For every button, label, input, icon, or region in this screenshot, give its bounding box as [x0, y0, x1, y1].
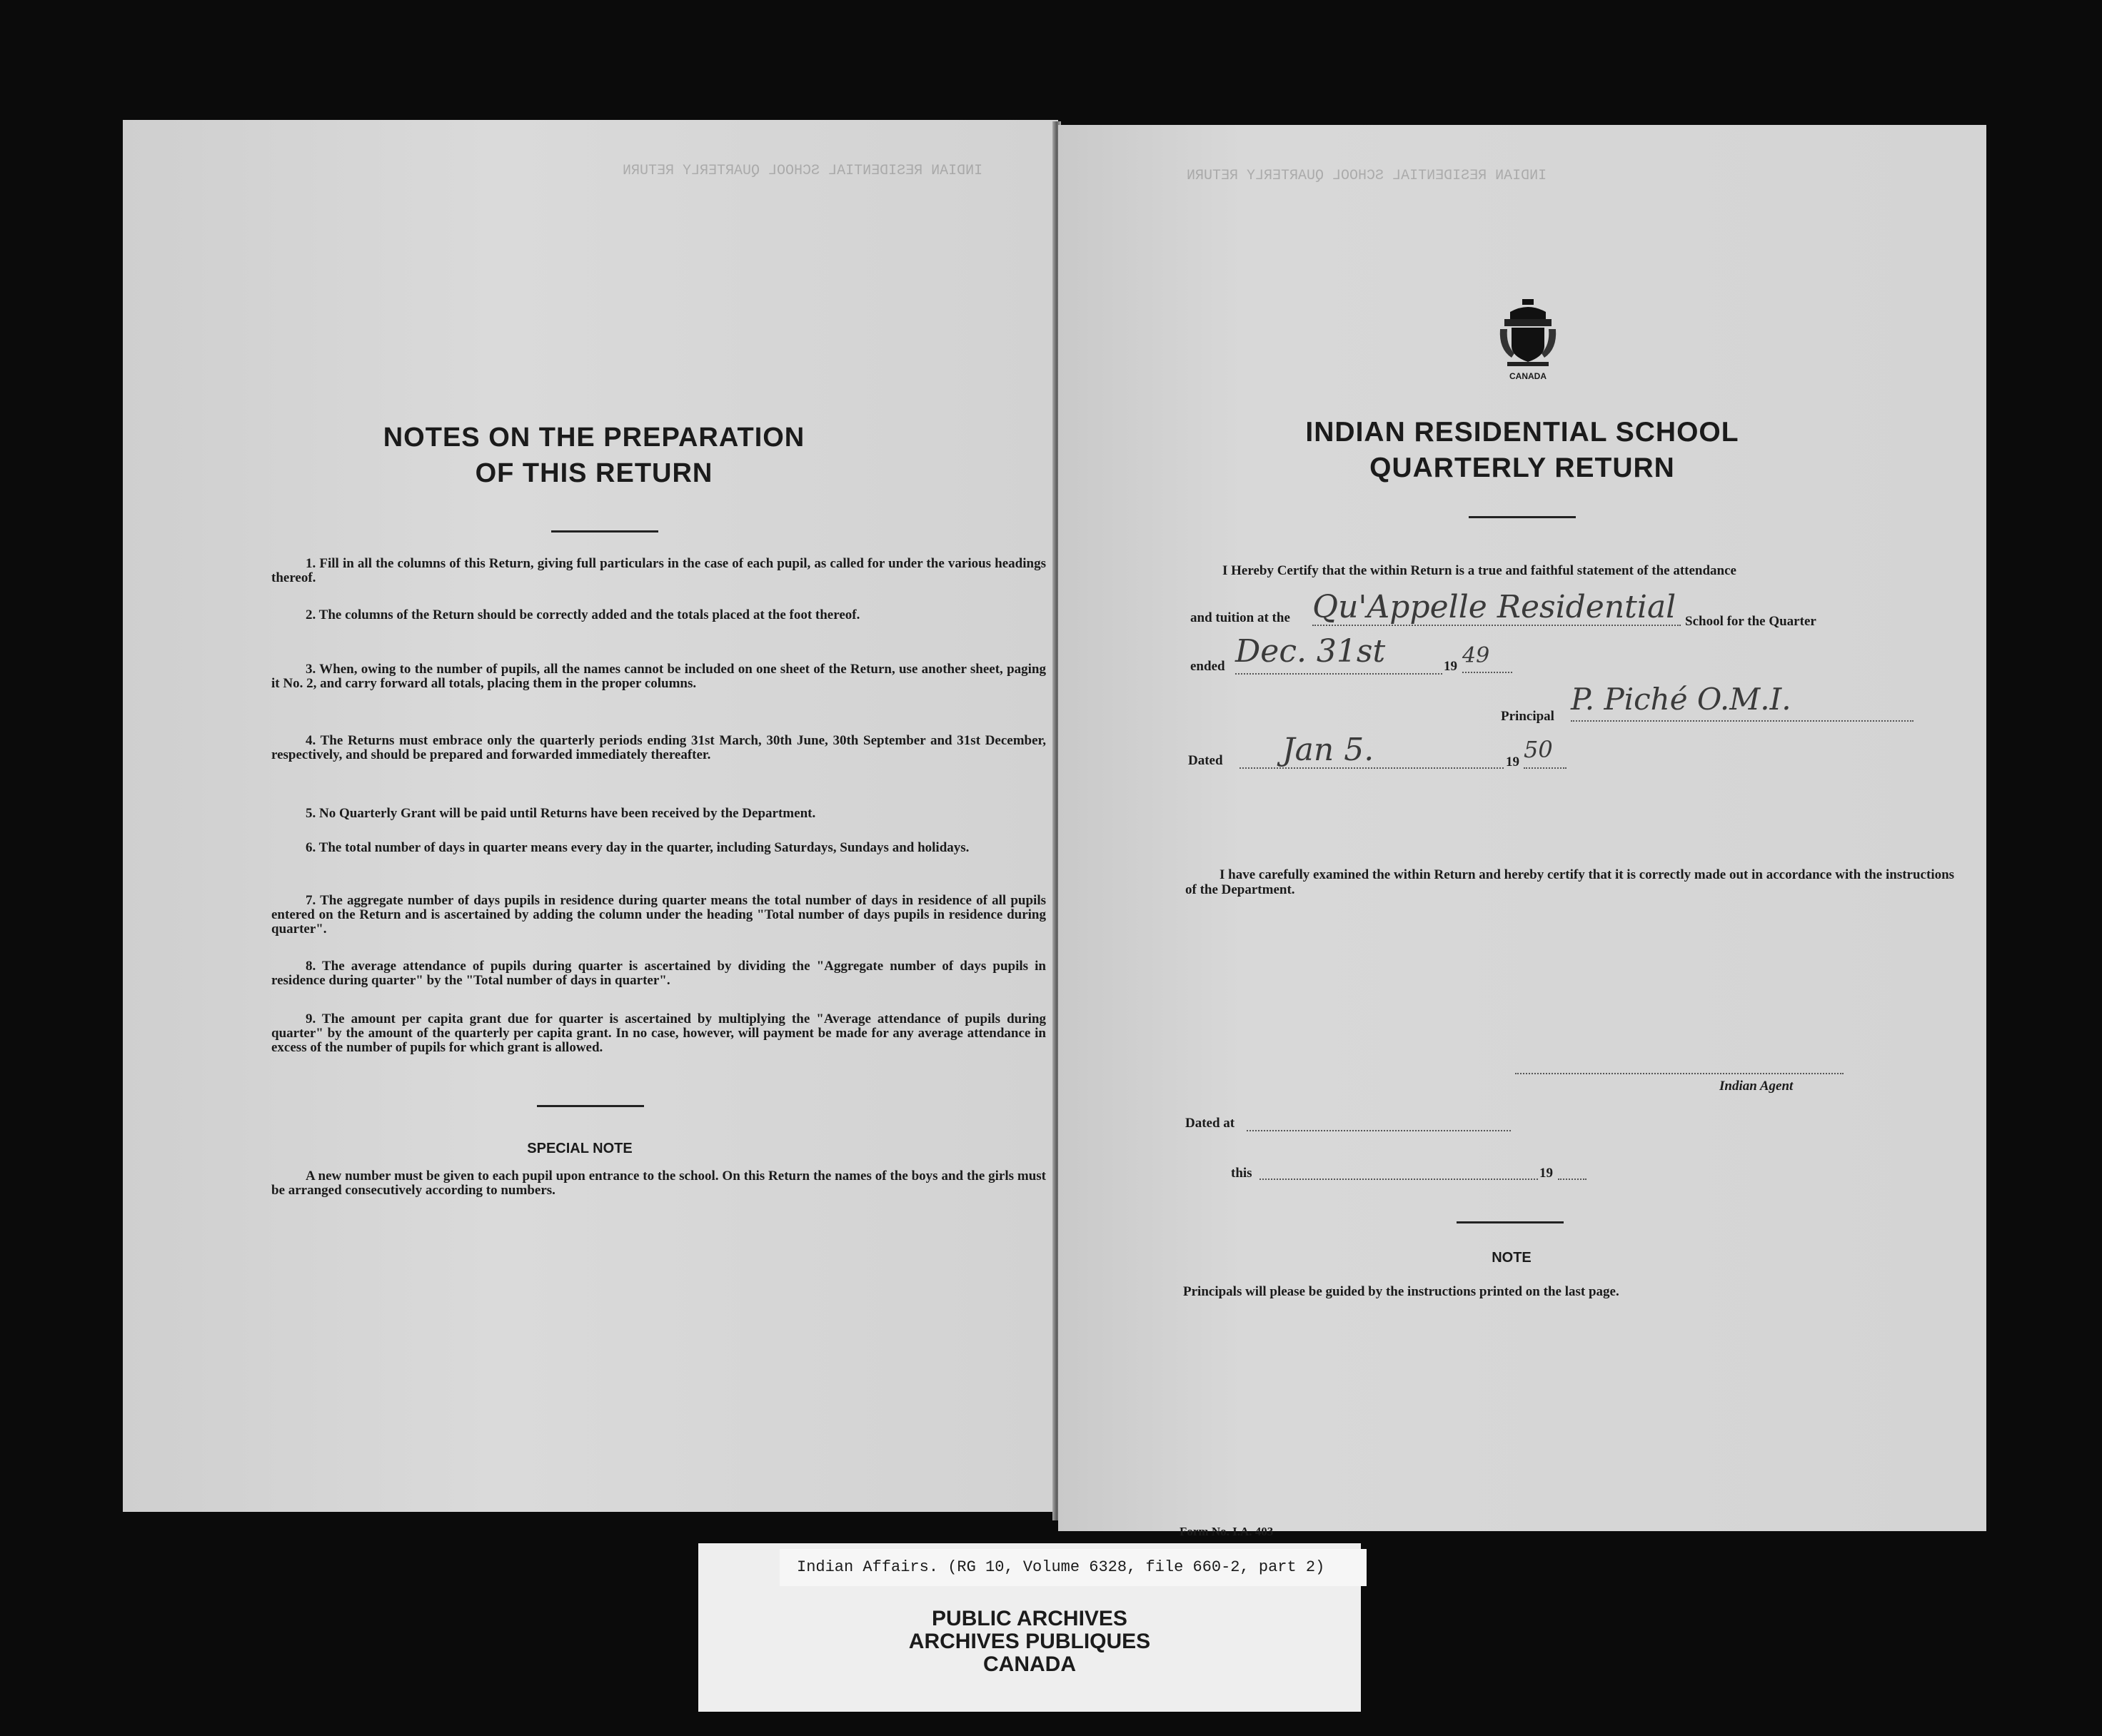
year-field-2	[1524, 736, 1567, 769]
dated-handwriting: Jan 5.	[1282, 732, 1374, 768]
dated-label: Dated	[1188, 753, 1223, 768]
this-line	[1259, 1179, 1538, 1180]
note-5: 5. No Quarterly Grant will be paid until Returns have been received by the Department.	[306, 806, 816, 821]
note-7: 7. The aggregate number of days pupils in residence during quarter means the total number of days in residence of all pupils entered on the Return and is ascertained by adding the column under the heading "Total number of days pupils in residence during quarter".	[271, 893, 1046, 937]
note-heading: NOTE	[1492, 1250, 1532, 1266]
tuition-prefix: and tuition at the	[1190, 610, 1290, 625]
tuition-suffix: School for the Quarter	[1685, 614, 1816, 629]
special-rule	[537, 1105, 644, 1107]
year-line-3	[1558, 1179, 1586, 1180]
year-prefix-1: 19	[1444, 659, 1457, 674]
left-page	[123, 120, 1058, 1512]
return-title-rule	[1469, 516, 1576, 518]
title-rule	[551, 530, 658, 533]
principal-signature: P. Piché O.M.I.	[1571, 682, 1791, 717]
certify-text: I Hereby Certify that the within Return is a true and faithful statement of the attendance	[1222, 563, 1736, 578]
archive-line2: ARCHIVES PUBLIQUES	[908, 1630, 1151, 1653]
note-8: 8. The average attendance of pupils during quarter is ascertained by dividing the "Aggregate number of days pupils in residence during quarter" by the "Total number of days in quarter".	[271, 959, 1046, 988]
special-note-text: A new number must be given to each pupil upon entrance to the school. On this Return the names of the boys and the girls must be arranged consecutively according to numbers.	[271, 1169, 1046, 1198]
year-prefix-3: 19	[1539, 1166, 1553, 1181]
this-label: this	[1231, 1166, 1252, 1181]
dated-field	[1239, 732, 1504, 769]
year-handwriting-2: 50	[1524, 736, 1553, 763]
archive-line3: CANADA	[983, 1652, 1076, 1676]
note-6: 6. The total number of days in quarter means every day in the quarter, including Saturdays, Sundays and holidays.	[306, 840, 970, 855]
note-rule	[1457, 1221, 1564, 1223]
school-name-field	[1312, 589, 1681, 626]
year-handwriting-1: 49	[1462, 643, 1490, 668]
dated-at-label: Dated at	[1185, 1116, 1235, 1131]
return-title	[1187, 415, 1858, 486]
notes-title	[337, 420, 851, 491]
examined-text: I have carefully examined the within Return and hereby certify that it is correctly made out in accordance with the instructions of the Department.	[1185, 867, 1955, 897]
principal-label: Principal	[1501, 709, 1554, 724]
coat-of-arms	[1497, 296, 1559, 381]
crest-label: CANADA	[1509, 371, 1547, 381]
right-page	[1058, 125, 1986, 1538]
year-field-1	[1462, 643, 1512, 673]
dated-at-line	[1247, 1130, 1511, 1131]
ended-label: ended	[1190, 659, 1225, 674]
school-name-handwriting: Qu'Appelle Residential	[1312, 589, 1676, 625]
form-number: Form No. I.A. 403	[1180, 1525, 1274, 1538]
year-prefix-2: 19	[1506, 755, 1519, 769]
bleed-through-text: INDIAN RESIDENTIAL SCHOOL QUARTERLY RETURN	[623, 163, 983, 179]
notes-title-line1: NOTES ON THE PREPARATION	[383, 423, 805, 453]
note-4: 4. The Returns must embrace only the quarterly periods ending 31st March, 30th June, 30th September and 31st December, respectively, and should be prepared and forwarded immediately thereafter.	[271, 733, 1046, 762]
archive-line1: PUBLIC ARCHIVES	[932, 1607, 1127, 1630]
notes-title-line2: OF THIS RETURN	[475, 458, 713, 488]
note-3: 3. When, owing to the number of pupils, all the names cannot be included on one sheet of the Return, use another sheet, paging it No. 2, and carry forward all totals, placing them in the proper columns.	[271, 662, 1046, 691]
bleed-through-text-right: INDIAN RESIDENTIAL SCHOOL QUARTERLY RETURN	[1187, 168, 1547, 184]
note-1: 1. Fill in all the columns of this Return, giving full particulars in the case of each pupil, as called for under the various headings thereof.	[271, 556, 1046, 585]
principal-signature-field	[1571, 682, 1914, 722]
archive-reference-strip: Indian Affairs. (RG 10, Volume 6328, file 660-2, part 2)	[780, 1549, 1367, 1586]
archive-stamp	[698, 1608, 1361, 1676]
crest-icon	[1497, 296, 1559, 368]
ended-date-handwriting: Dec. 31st	[1235, 633, 1386, 670]
return-title-line2: QUARTERLY RETURN	[1369, 453, 1675, 483]
special-note-heading: SPECIAL NOTE	[527, 1141, 633, 1156]
return-title-line1: INDIAN RESIDENTIAL SCHOOL	[1305, 417, 1739, 448]
ended-date-field	[1235, 633, 1442, 675]
note-2: 2. The columns of the Return should be correctly added and the totals placed at the foot thereof.	[306, 607, 860, 622]
agent-signature-line	[1515, 1073, 1844, 1074]
note-text: Principals will please be guided by the instructions printed on the last page.	[1183, 1284, 1619, 1299]
agent-label: Indian Agent	[1719, 1079, 1794, 1094]
note-9: 9. The amount per capita grant due for quarter is ascertained by multiplying the "Average attendance of pupils during quarter" by the amount of the quarterly per capita grant. In no case, however, will payment be made for any average attendance in excess of the number of pupils for which grant is allowed.	[271, 1011, 1046, 1055]
